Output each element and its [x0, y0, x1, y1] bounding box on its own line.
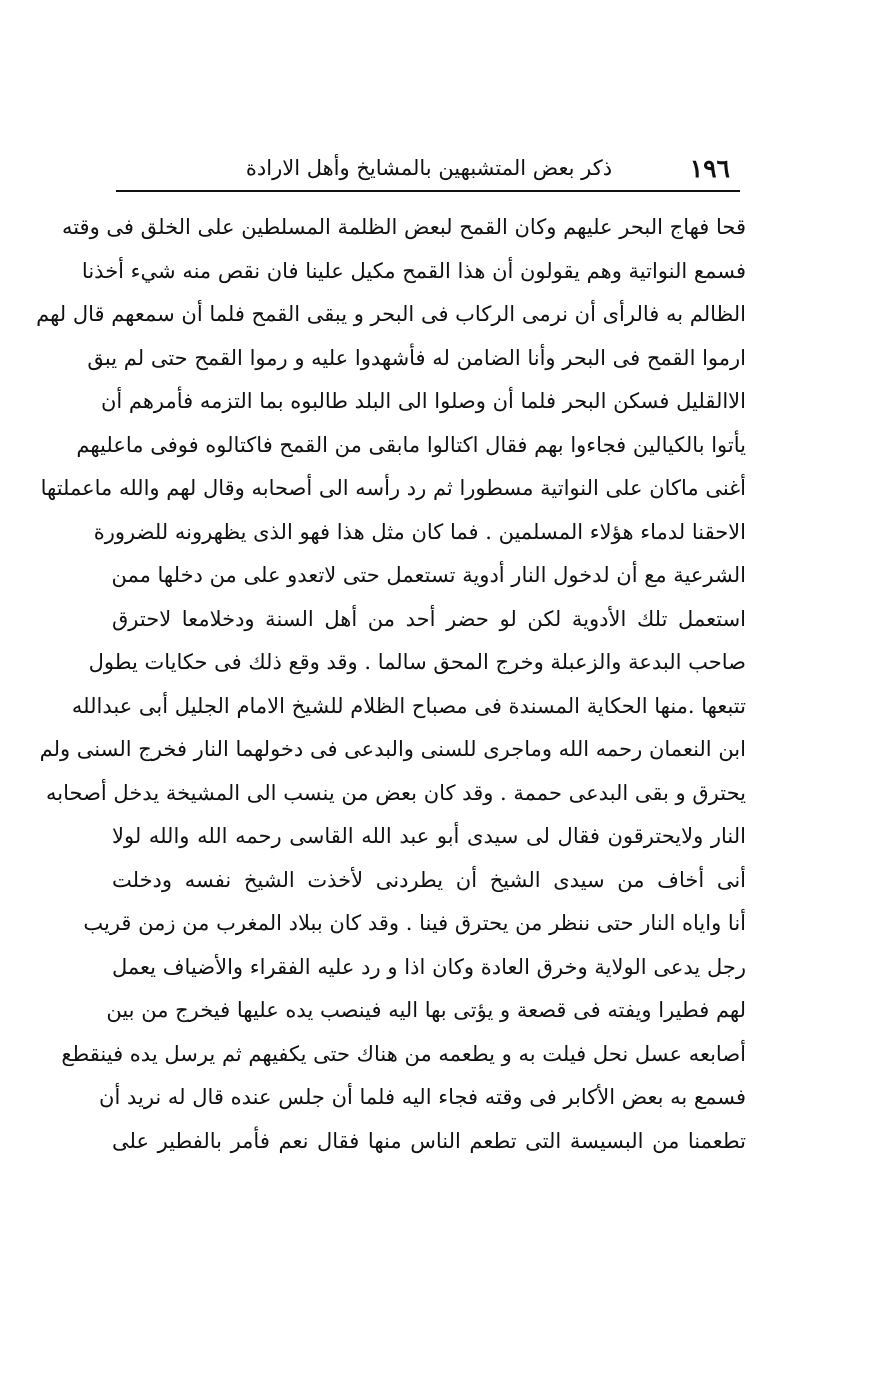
text-line: النار ولايحترقون فقال لى سيدى أبو عبد الله القاسى رحمه الله والله لولا: [112, 824, 746, 848]
page-number: ١٩٦: [689, 154, 730, 183]
text-line: أنا واياه النار حتى ننظر من يحترق فينا . وقد كان ببلاد المغرب من زمن قريب: [83, 911, 746, 935]
text-line: قحا فهاج البحر عليهم وكان القمح لبعض الظلمة المسلطين على الخلق فى وقته: [61, 215, 746, 239]
text-line: لهم فطيرا ويفته فى قصعة و يؤتى بها اليه فينصب يده عليها فيخرج من بين: [106, 998, 746, 1022]
text-line: الظالم به فالرأى أن نرمى الركاب فى البحر و يبقى القمح فلما أن سمعهم قال لهم: [36, 302, 746, 326]
text-line: الاالقليل فسكن البحر فلما أن وصلوا الى البلد طالبوه بما التزمه فأمرهم أن: [100, 389, 746, 413]
text-line: صاحب البدعة والزعبلة وخرج المحق سالما . وقد وقع ذلك فى حكايات يطول: [88, 650, 746, 674]
text-line: فسمع النواتية وهم يقولون أن هذا القمح مكيل علينا فان نقص منه شيء أخذنا: [81, 258, 746, 283]
text-line: يحترق و بقى البدعى حممة . وقد كان بعض من ينسب الى المشيخة يدخل أصحابه: [46, 780, 746, 805]
text-line: ابن النعمان رحمه الله وماجرى للسنى والبدعى فى دخولهما النار فخرج السنى ولم: [39, 737, 746, 761]
header-rule: [116, 190, 740, 192]
running-title: ذكر بعض المتشبهين بالمشايخ وأهل الارادة: [245, 156, 613, 180]
text-line: الاحقنا لدماء هؤلاء المسلمين . فما كان مثل هذا فهو الذى يظهرونه للضرورة: [93, 519, 746, 544]
body-text: [36, 206, 746, 1163]
text-line: يأتوا بالكيالين فجاءوا بهم فقال اكتالوا مابقى من القمح فاكتالوه فوفى ماعليهم: [76, 432, 746, 457]
text-line: الشرعية مع أن لدخول النار أدوية تستعمل حتى لاتعدو على من دخلها ممن: [111, 563, 746, 587]
text-line: فسمع به بعض الأكابر فى وقته فجاء اليه فلما أن جلس عنده قال له نريد أن: [99, 1085, 746, 1109]
text-line: ارموا القمح فى البحر وأنا الضامن له فأشهدوا عليه و رموا القمح حتى لم يبق: [87, 345, 746, 370]
page-header: [118, 150, 740, 192]
text-line: أنى أخاف من سيدى الشيخ أن يطردنى لأخذت الشيخ نفسه ودخلت: [112, 867, 746, 892]
text-line: أصابعه عسل نحل فيلت به و يطعمه من هناك حتى يكفيهم ثم يرسل يده فينقطع: [61, 1041, 746, 1066]
text-line: أغنى ماكان على النواتية مسطورا ثم رد رأسه الى أصحابه وقال لهم والله ماعملتها: [40, 476, 746, 500]
text-line: تتبعها .منها الحكاية المسندة فى مصباح الظلام للشيخ الامام الجليل أبى عبدالله: [71, 693, 746, 718]
text-line: رجل يدعى الولاية وخرق العادة وكان اذا و رد عليه الفقراء والأضياف يعمل: [112, 954, 746, 979]
text-line: استعمل تلك الأدوية لكن لو حضر أحد من أهل السنة ودخلامعا لاحترق: [112, 606, 746, 631]
text-line: تطعمنا من البسيسة التى تطعم الناس منها فقال نعم فأمر بالفطير على: [112, 1128, 746, 1153]
